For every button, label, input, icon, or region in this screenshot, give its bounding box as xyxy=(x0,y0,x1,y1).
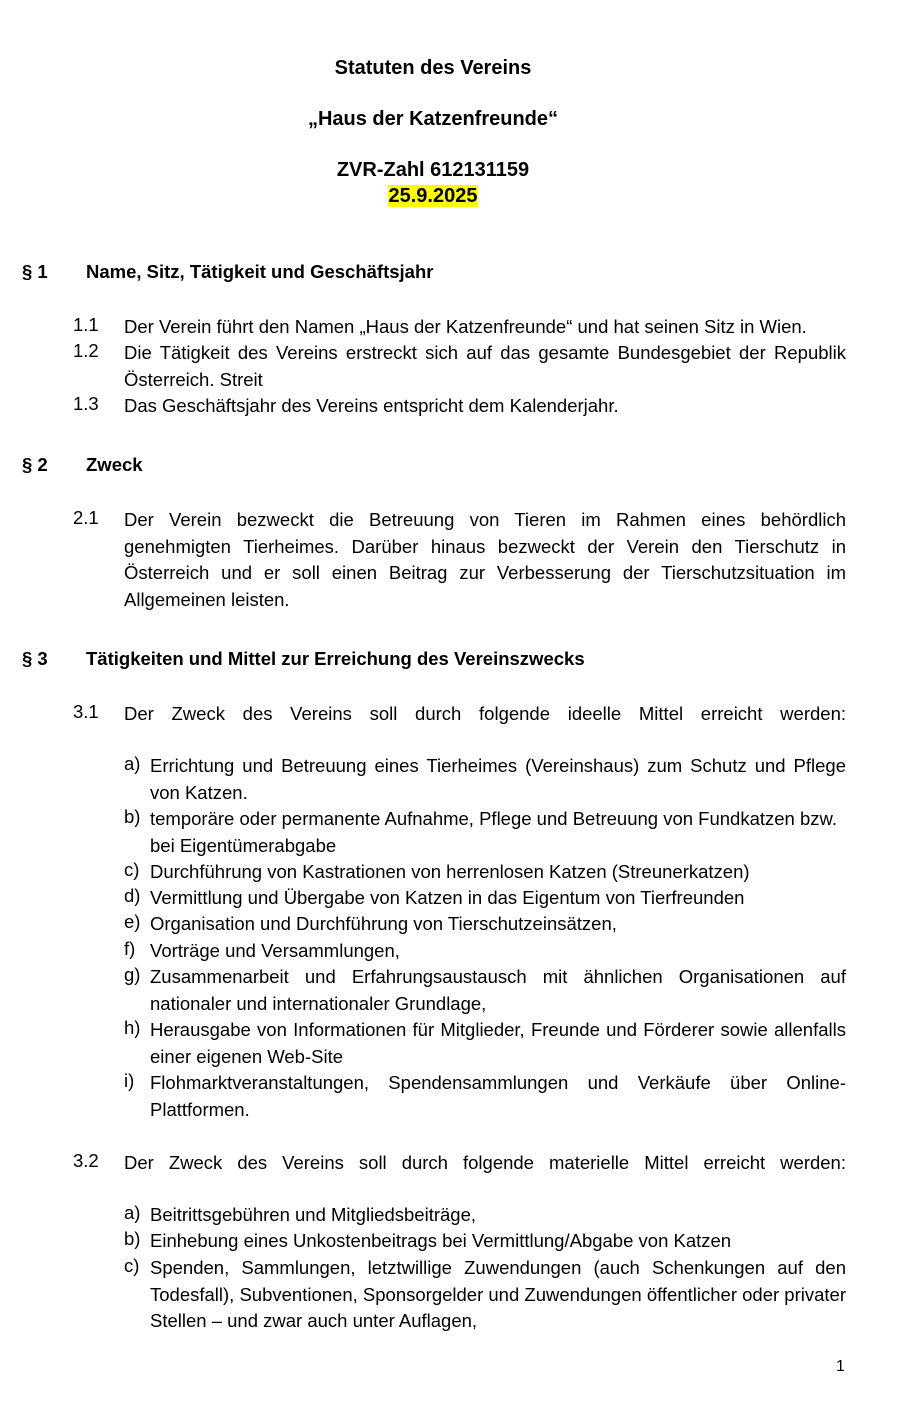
subitem-label: c) xyxy=(124,859,140,880)
item-text: Der Verein führt den Namen „Haus der Katzenfreunde“ und hat seinen Sitz in Wien. xyxy=(124,316,807,337)
subitem-label: g) xyxy=(124,964,141,985)
item-text: Der Verein bezweckt die Betreuung von Tieren im Rahmen eines behördlich genehmigten Tierheimes. Darüber hinaus bezweckt der Verein den Tierschutz in Österreich und er soll einen Beitrag zur Verbesserung der Tierschutzsituation im Allgemeinen leisten. xyxy=(124,509,846,610)
section-title: Zweck xyxy=(86,454,143,475)
item-number: 1.3 xyxy=(73,393,99,414)
subitem-text: Durchführung von Kastrationen von herrenlosen Katzen (Streunerkatzen) xyxy=(150,861,750,882)
item-number: 1.1 xyxy=(73,314,99,335)
item-number: 2.1 xyxy=(73,507,99,528)
subitem-label: h) xyxy=(124,1017,141,1038)
document-date-line xyxy=(0,185,866,208)
subitem-text: Herausgabe von Informationen für Mitglieder, Freunde und Förderer sowie allenfalls einer eigenen Web-Site xyxy=(150,1019,846,1067)
document-date: 25.9.2025 xyxy=(388,185,478,207)
subitem-label: a) xyxy=(124,1202,141,1223)
association-name: „Haus der Katzenfreunde“ xyxy=(307,108,559,130)
section-title: Name, Sitz, Tätigkeit und Geschäftsjahr xyxy=(86,261,434,282)
subitem-label: b) xyxy=(124,1228,141,1249)
section-number: § 2 xyxy=(22,454,48,475)
subitem-label: c) xyxy=(124,1255,140,1276)
subitem-text: Flohmarktveranstaltungen, Spendensammlungen und Verkäufe über Online-Plattformen. xyxy=(150,1072,846,1120)
item-number: 3.2 xyxy=(73,1150,99,1171)
subitem-text: Vorträge und Versammlungen, xyxy=(150,940,400,961)
subitem-text: temporäre oder permanente Aufnahme, Pflege und Betreuung von Fundkatzen bzw. bei Eigentümerabgabe xyxy=(150,808,838,856)
section-number: § 3 xyxy=(22,648,48,669)
subitem-label: i) xyxy=(124,1070,135,1091)
document-title: Statuten des Vereins xyxy=(334,57,532,79)
subitem-label: b) xyxy=(124,806,141,827)
section-number: § 1 xyxy=(22,261,48,282)
item-text: Der Zweck des Vereins soll durch folgende materielle Mittel erreicht werden: xyxy=(124,1152,846,1173)
subitem-label: f) xyxy=(124,938,136,959)
subitem-text: Vermittlung und Übergabe von Katzen in das Eigentum von Tierfreunden xyxy=(150,887,745,908)
section-title: Tätigkeiten und Mittel zur Erreichung des Vereinszwecks xyxy=(86,648,585,669)
item-text: Das Geschäftsjahr des Vereins entspricht dem Kalenderjahr. xyxy=(124,395,619,416)
subitem-label: a) xyxy=(124,753,141,774)
subitem-label: e) xyxy=(124,911,141,932)
item-text: Der Zweck des Vereins soll durch folgende ideelle Mittel erreicht werden: xyxy=(124,703,846,724)
subitem-text: Errichtung und Betreuung eines Tierheimes (Vereinshaus) zum Schutz und Pflege von Katzen. xyxy=(150,755,846,803)
subitem-text: Einhebung eines Unkostenbeitrags bei Vermittlung/Abgabe von Katzen xyxy=(150,1230,732,1251)
subitem-text: Beitrittsgebühren und Mitgliedsbeiträge, xyxy=(150,1204,476,1225)
item-number: 3.1 xyxy=(73,701,99,722)
item-number: 1.2 xyxy=(73,340,99,361)
subitem-label: d) xyxy=(124,885,141,906)
subitem-text: Zusammenarbeit und Erfahrungsaustausch mit ähnlichen Organisationen auf nationaler und internationaler Grundlage, xyxy=(150,966,846,1014)
item-text: Die Tätigkeit des Vereins erstreckt sich auf das gesamte Bundesgebiet der Republik Österreich. Streit xyxy=(124,342,846,390)
subitem-text: Organisation und Durchführung von Tierschutzeinsätzen, xyxy=(150,913,617,934)
subitem-text: Spenden, Sammlungen, letztwillige Zuwendungen (auch Schenkungen auf den Todesfall), Subventionen, Sponsorgelder und Zuwendungen öffentlicher oder privater Stellen – und zwar auch unter Auflagen, xyxy=(150,1257,846,1331)
page-number: 1 xyxy=(836,1358,845,1375)
zvr-number: ZVR-Zahl 612131159 xyxy=(336,159,530,181)
